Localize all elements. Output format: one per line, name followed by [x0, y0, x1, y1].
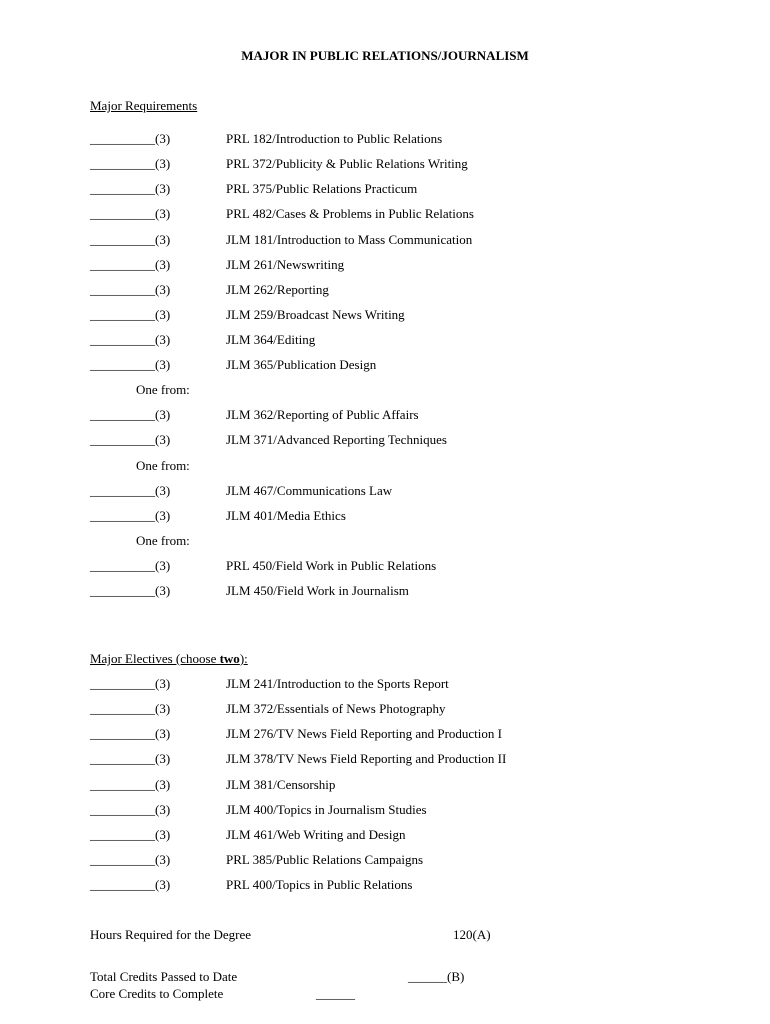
course-name: JLM 364/Editing — [226, 332, 316, 347]
course-name: JLM 365/Publication Design — [226, 357, 377, 372]
core-credits-label: Core Credits to Complete — [90, 986, 224, 1001]
page-title: MAJOR IN PUBLIC RELATIONS/JOURNALISM — [241, 48, 529, 63]
course-name: JLM 241/Introduction to the Sports Report — [226, 676, 449, 691]
course-name: PRL 372/Publicity & Public Relations Writing — [226, 156, 468, 171]
credit-blank[interactable]: __________(3) — [90, 357, 171, 372]
course-name: JLM 262/Reporting — [226, 282, 329, 297]
course-name: JLM 461/Web Writing and Design — [226, 827, 406, 842]
course-name: JLM 450/Field Work in Journalism — [226, 583, 409, 598]
credit-blank[interactable]: __________(3) — [90, 827, 171, 842]
course-name: JLM 401/Media Ethics — [226, 508, 346, 523]
course-name: PRL 375/Public Relations Practicum — [226, 181, 418, 196]
credit-blank[interactable]: __________(3) — [90, 332, 171, 347]
heading-text: ): — [239, 651, 248, 666]
course-name: JLM 400/Topics in Journalism Studies — [226, 802, 427, 817]
hours-required-value: 120(A) — [453, 927, 491, 942]
credit-blank[interactable]: __________(3) — [90, 701, 171, 716]
credit-blank[interactable]: __________(3) — [90, 852, 171, 867]
major-electives-heading — [90, 651, 248, 667]
course-name: PRL 482/Cases & Problems in Public Relations — [226, 206, 474, 221]
course-name: JLM 372/Essentials of News Photography — [226, 701, 446, 716]
heading-emphasis: two — [219, 651, 240, 666]
one-from-label: One from: — [136, 458, 190, 473]
credit-blank[interactable]: __________(3) — [90, 232, 171, 247]
credit-blank[interactable]: __________(3) — [90, 726, 171, 741]
credit-blank[interactable]: __________(3) — [90, 407, 171, 422]
course-name: JLM 259/Broadcast News Writing — [226, 307, 405, 322]
credit-blank[interactable]: __________(3) — [90, 508, 171, 523]
credit-blank[interactable]: __________(3) — [90, 307, 171, 322]
course-name: JLM 276/TV News Field Reporting and Production I — [226, 726, 502, 741]
course-name: JLM 261/Newswriting — [226, 257, 345, 272]
credit-blank[interactable]: __________(3) — [90, 877, 171, 892]
credit-blank[interactable]: __________(3) — [90, 156, 171, 171]
credits-passed-field[interactable]: ______(B) — [408, 969, 465, 984]
course-name: PRL 182/Introduction to Public Relations — [226, 131, 443, 146]
credits-passed-label: Total Credits Passed to Date — [90, 969, 238, 984]
course-name: JLM 467/Communications Law — [226, 483, 393, 498]
credit-blank[interactable]: __________(3) — [90, 777, 171, 792]
heading-text: Major Electives (choose — [90, 651, 220, 666]
course-name: JLM 371/Advanced Reporting Techniques — [226, 432, 447, 447]
one-from-label: One from: — [136, 533, 190, 548]
credit-blank[interactable]: __________(3) — [90, 131, 171, 146]
credit-blank[interactable]: __________(3) — [90, 206, 171, 221]
credit-blank[interactable]: __________(3) — [90, 751, 171, 766]
major-requirements-heading: Major Requirements — [90, 98, 198, 113]
credit-blank[interactable]: __________(3) — [90, 432, 171, 447]
course-name: JLM 362/Reporting of Public Affairs — [226, 407, 419, 422]
credit-blank[interactable]: __________(3) — [90, 257, 171, 272]
hours-required-label: Hours Required for the Degree — [90, 927, 251, 942]
course-name: PRL 400/Topics in Public Relations — [226, 877, 413, 892]
credit-blank[interactable]: __________(3) — [90, 583, 171, 598]
course-name: PRL 385/Public Relations Campaigns — [226, 852, 424, 867]
one-from-label: One from: — [136, 382, 190, 397]
course-name: JLM 381/Censorship — [226, 777, 336, 792]
credit-blank[interactable]: __________(3) — [90, 802, 171, 817]
course-name: JLM 181/Introduction to Mass Communication — [226, 232, 473, 247]
core-credits-field[interactable]: ______ — [316, 986, 355, 1001]
credit-blank[interactable]: __________(3) — [90, 676, 171, 691]
course-name: PRL 450/Field Work in Public Relations — [226, 558, 437, 573]
course-name: JLM 378/TV News Field Reporting and Production II — [226, 751, 507, 766]
credit-blank[interactable]: __________(3) — [90, 483, 171, 498]
credit-blank[interactable]: __________(3) — [90, 282, 171, 297]
credit-blank[interactable]: __________(3) — [90, 181, 171, 196]
credit-blank[interactable]: __________(3) — [90, 558, 171, 573]
